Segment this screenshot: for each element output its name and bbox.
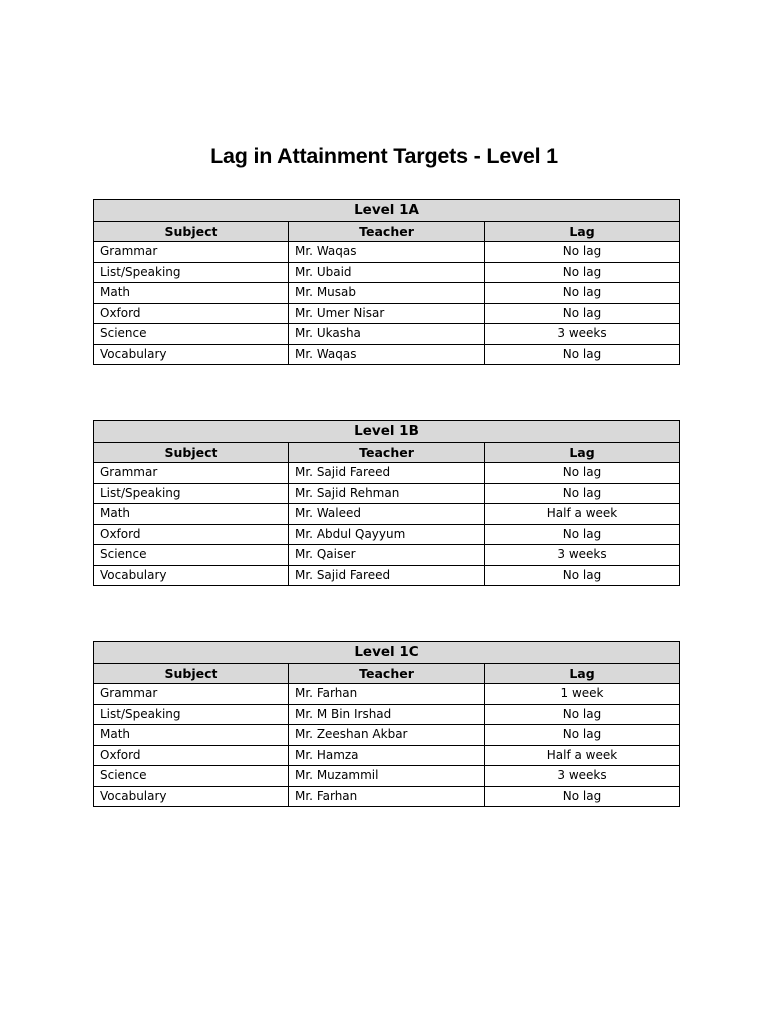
level-heading: Level 1B bbox=[94, 421, 680, 443]
table-row bbox=[94, 704, 680, 725]
lag-cell: No lag bbox=[485, 303, 680, 324]
column-header-teacher: Teacher bbox=[289, 222, 485, 242]
column-header-subject: Subject bbox=[94, 664, 289, 684]
table-row bbox=[94, 504, 680, 525]
column-header-teacher: Teacher bbox=[289, 443, 485, 463]
table-row bbox=[94, 283, 680, 304]
table-row bbox=[94, 725, 680, 746]
table-row bbox=[94, 786, 680, 807]
subject-cell: List/Speaking bbox=[94, 483, 289, 504]
subject-cell: Science bbox=[94, 324, 289, 345]
teacher-cell: Mr. M Bin Irshad bbox=[289, 704, 485, 725]
level-table-1b bbox=[93, 420, 680, 586]
teacher-cell: Mr. Hamza bbox=[289, 745, 485, 766]
table-row bbox=[94, 684, 680, 705]
subject-cell: Grammar bbox=[94, 463, 289, 484]
teacher-cell: Mr. Umer Nisar bbox=[289, 303, 485, 324]
lag-cell: No lag bbox=[485, 786, 680, 807]
subject-cell: Oxford bbox=[94, 745, 289, 766]
teacher-cell: Mr. Waqas bbox=[289, 344, 485, 365]
teacher-cell: Mr. Sajid Fareed bbox=[289, 565, 485, 586]
subject-cell: Math bbox=[94, 283, 289, 304]
lag-cell: No lag bbox=[485, 725, 680, 746]
lag-cell: No lag bbox=[485, 565, 680, 586]
column-header-lag: Lag bbox=[485, 222, 680, 242]
teacher-cell: Mr. Waleed bbox=[289, 504, 485, 525]
table-row bbox=[94, 324, 680, 345]
teacher-cell: Mr. Muzammil bbox=[289, 766, 485, 787]
table-row bbox=[94, 262, 680, 283]
teacher-cell: Mr. Abdul Qayyum bbox=[289, 524, 485, 545]
lag-cell: No lag bbox=[485, 704, 680, 725]
lag-cell: No lag bbox=[485, 463, 680, 484]
teacher-cell: Mr. Waqas bbox=[289, 242, 485, 263]
teacher-cell: Mr. Ukasha bbox=[289, 324, 485, 345]
subject-cell: Vocabulary bbox=[94, 344, 289, 365]
column-header-teacher: Teacher bbox=[289, 664, 485, 684]
subject-cell: Grammar bbox=[94, 242, 289, 263]
lag-cell: 3 weeks bbox=[485, 324, 680, 345]
subject-cell: Vocabulary bbox=[94, 565, 289, 586]
teacher-cell: Mr. Qaiser bbox=[289, 545, 485, 566]
table-row bbox=[94, 463, 680, 484]
lag-cell: Half a week bbox=[485, 745, 680, 766]
table-row bbox=[94, 524, 680, 545]
teacher-cell: Mr. Farhan bbox=[289, 684, 485, 705]
subject-cell: List/Speaking bbox=[94, 262, 289, 283]
lag-cell: No lag bbox=[485, 283, 680, 304]
level-heading: Level 1C bbox=[94, 642, 680, 664]
table-row bbox=[94, 745, 680, 766]
lag-cell: 3 weeks bbox=[485, 545, 680, 566]
level-heading: Level 1A bbox=[94, 200, 680, 222]
teacher-cell: Mr. Zeeshan Akbar bbox=[289, 725, 485, 746]
teacher-cell: Mr. Musab bbox=[289, 283, 485, 304]
lag-cell: 3 weeks bbox=[485, 766, 680, 787]
subject-cell: Math bbox=[94, 504, 289, 525]
subject-cell: Math bbox=[94, 725, 289, 746]
table-row bbox=[94, 766, 680, 787]
lag-cell: No lag bbox=[485, 483, 680, 504]
subject-cell: Science bbox=[94, 545, 289, 566]
level-table-1a bbox=[93, 199, 680, 365]
level-table-1c bbox=[93, 641, 680, 807]
teacher-cell: Mr. Sajid Rehman bbox=[289, 483, 485, 504]
lag-cell: No lag bbox=[485, 344, 680, 365]
column-header-subject: Subject bbox=[94, 443, 289, 463]
lag-cell: No lag bbox=[485, 262, 680, 283]
teacher-cell: Mr. Farhan bbox=[289, 786, 485, 807]
column-header-subject: Subject bbox=[94, 222, 289, 242]
teacher-cell: Mr. Ubaid bbox=[289, 262, 485, 283]
table-row bbox=[94, 242, 680, 263]
lag-cell: 1 week bbox=[485, 684, 680, 705]
subject-cell: Vocabulary bbox=[94, 786, 289, 807]
table-row bbox=[94, 483, 680, 504]
subject-cell: Oxford bbox=[94, 524, 289, 545]
subject-cell: List/Speaking bbox=[94, 704, 289, 725]
subject-cell: Grammar bbox=[94, 684, 289, 705]
teacher-cell: Mr. Sajid Fareed bbox=[289, 463, 485, 484]
table-row bbox=[94, 344, 680, 365]
lag-cell: No lag bbox=[485, 524, 680, 545]
lag-cell: Half a week bbox=[485, 504, 680, 525]
page-title: Lag in Attainment Targets - Level 1 bbox=[210, 144, 558, 168]
subject-cell: Science bbox=[94, 766, 289, 787]
table-row bbox=[94, 565, 680, 586]
column-header-lag: Lag bbox=[485, 443, 680, 463]
subject-cell: Oxford bbox=[94, 303, 289, 324]
table-row bbox=[94, 303, 680, 324]
column-header-lag: Lag bbox=[485, 664, 680, 684]
lag-cell: No lag bbox=[485, 242, 680, 263]
table-row bbox=[94, 545, 680, 566]
